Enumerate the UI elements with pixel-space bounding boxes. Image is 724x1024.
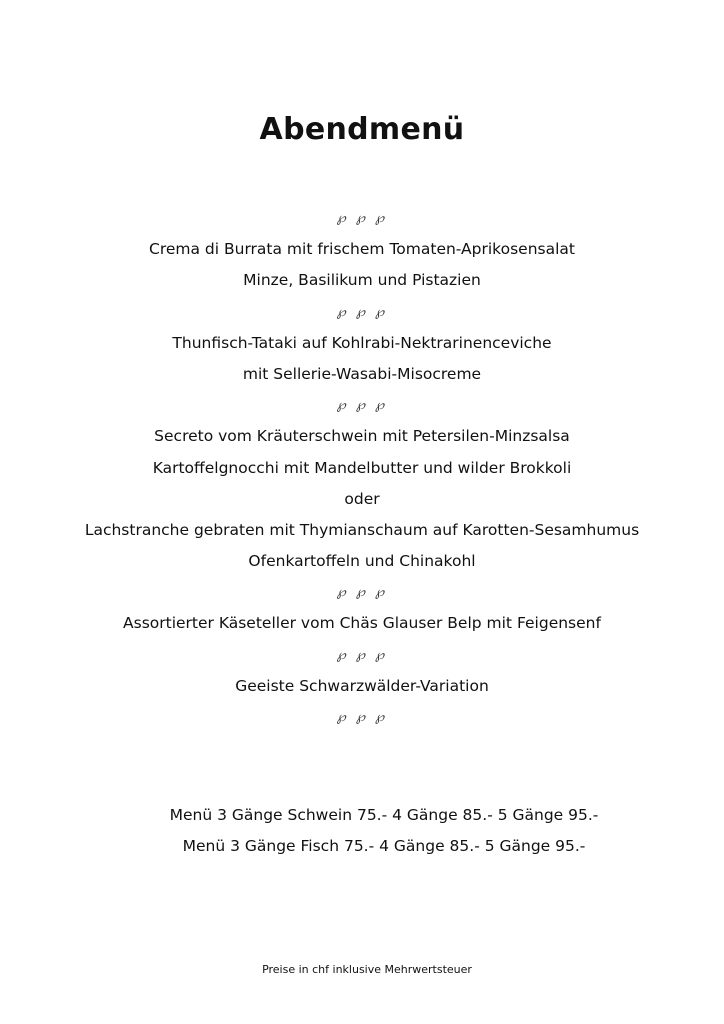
course-2-line-1: Thunfisch-Tataki auf Kohlrabi-Nektrarinenceviche [172, 333, 552, 352]
menu-courses [0, 203, 724, 733]
course-4-line-1: Assortierter Käseteller vom Chäs Glauser Belp mit Feigensenf [123, 614, 601, 633]
ornament-divider: ℘ ℘ ℘ [336, 304, 388, 320]
course-3-line-1: Secreto vom Kräuterschwein mit Petersilen-Minzsalsa [154, 427, 570, 446]
price-pork-menu: Menü 3 Gänge Schwein 75.- 4 Gänge 85.- 5 Gänge 95.- [169, 806, 599, 824]
ornament-divider: ℘ ℘ ℘ [336, 211, 388, 226]
course-3-line-4: Lachstranche gebraten mit Thymianschaum auf Karotten-Sesamhumus [84, 520, 640, 539]
course-1-line-2: Minze, Basilikum und Pistazien [243, 271, 481, 290]
price-list [22, 800, 724, 862]
ornament-divider: ℘ ℘ ℘ [336, 647, 388, 663]
course-3-or: oder [344, 489, 380, 508]
course-1-line-1: Crema di Burrata mit frischem Tomaten-Aprikosensalat [149, 240, 575, 259]
course-3-line-2: Kartoffelgnocchi mit Mandelbutter und wilder Brokkoli [152, 458, 572, 477]
course-5-line-1: Geeiste Schwarzwälder-Variation [235, 676, 489, 695]
page-title: Abendmenü [259, 112, 465, 147]
ornament-divider: ℘ ℘ ℘ [336, 398, 388, 414]
course-3-line-5: Ofenkartoffeln und Chinakohl [248, 552, 476, 571]
ornament-divider: ℘ ℘ ℘ [336, 710, 388, 725]
ornament-divider: ℘ ℘ ℘ [336, 585, 388, 601]
price-footnote: Preise in chf inklusive Mehrwertsteuer [262, 963, 472, 976]
price-fish-menu: Menü 3 Gänge Fisch 75.- 4 Gänge 85.- 5 Gänge 95.- [182, 837, 586, 855]
course-2-line-2: mit Sellerie-Wasabi-Misocreme [242, 364, 482, 383]
